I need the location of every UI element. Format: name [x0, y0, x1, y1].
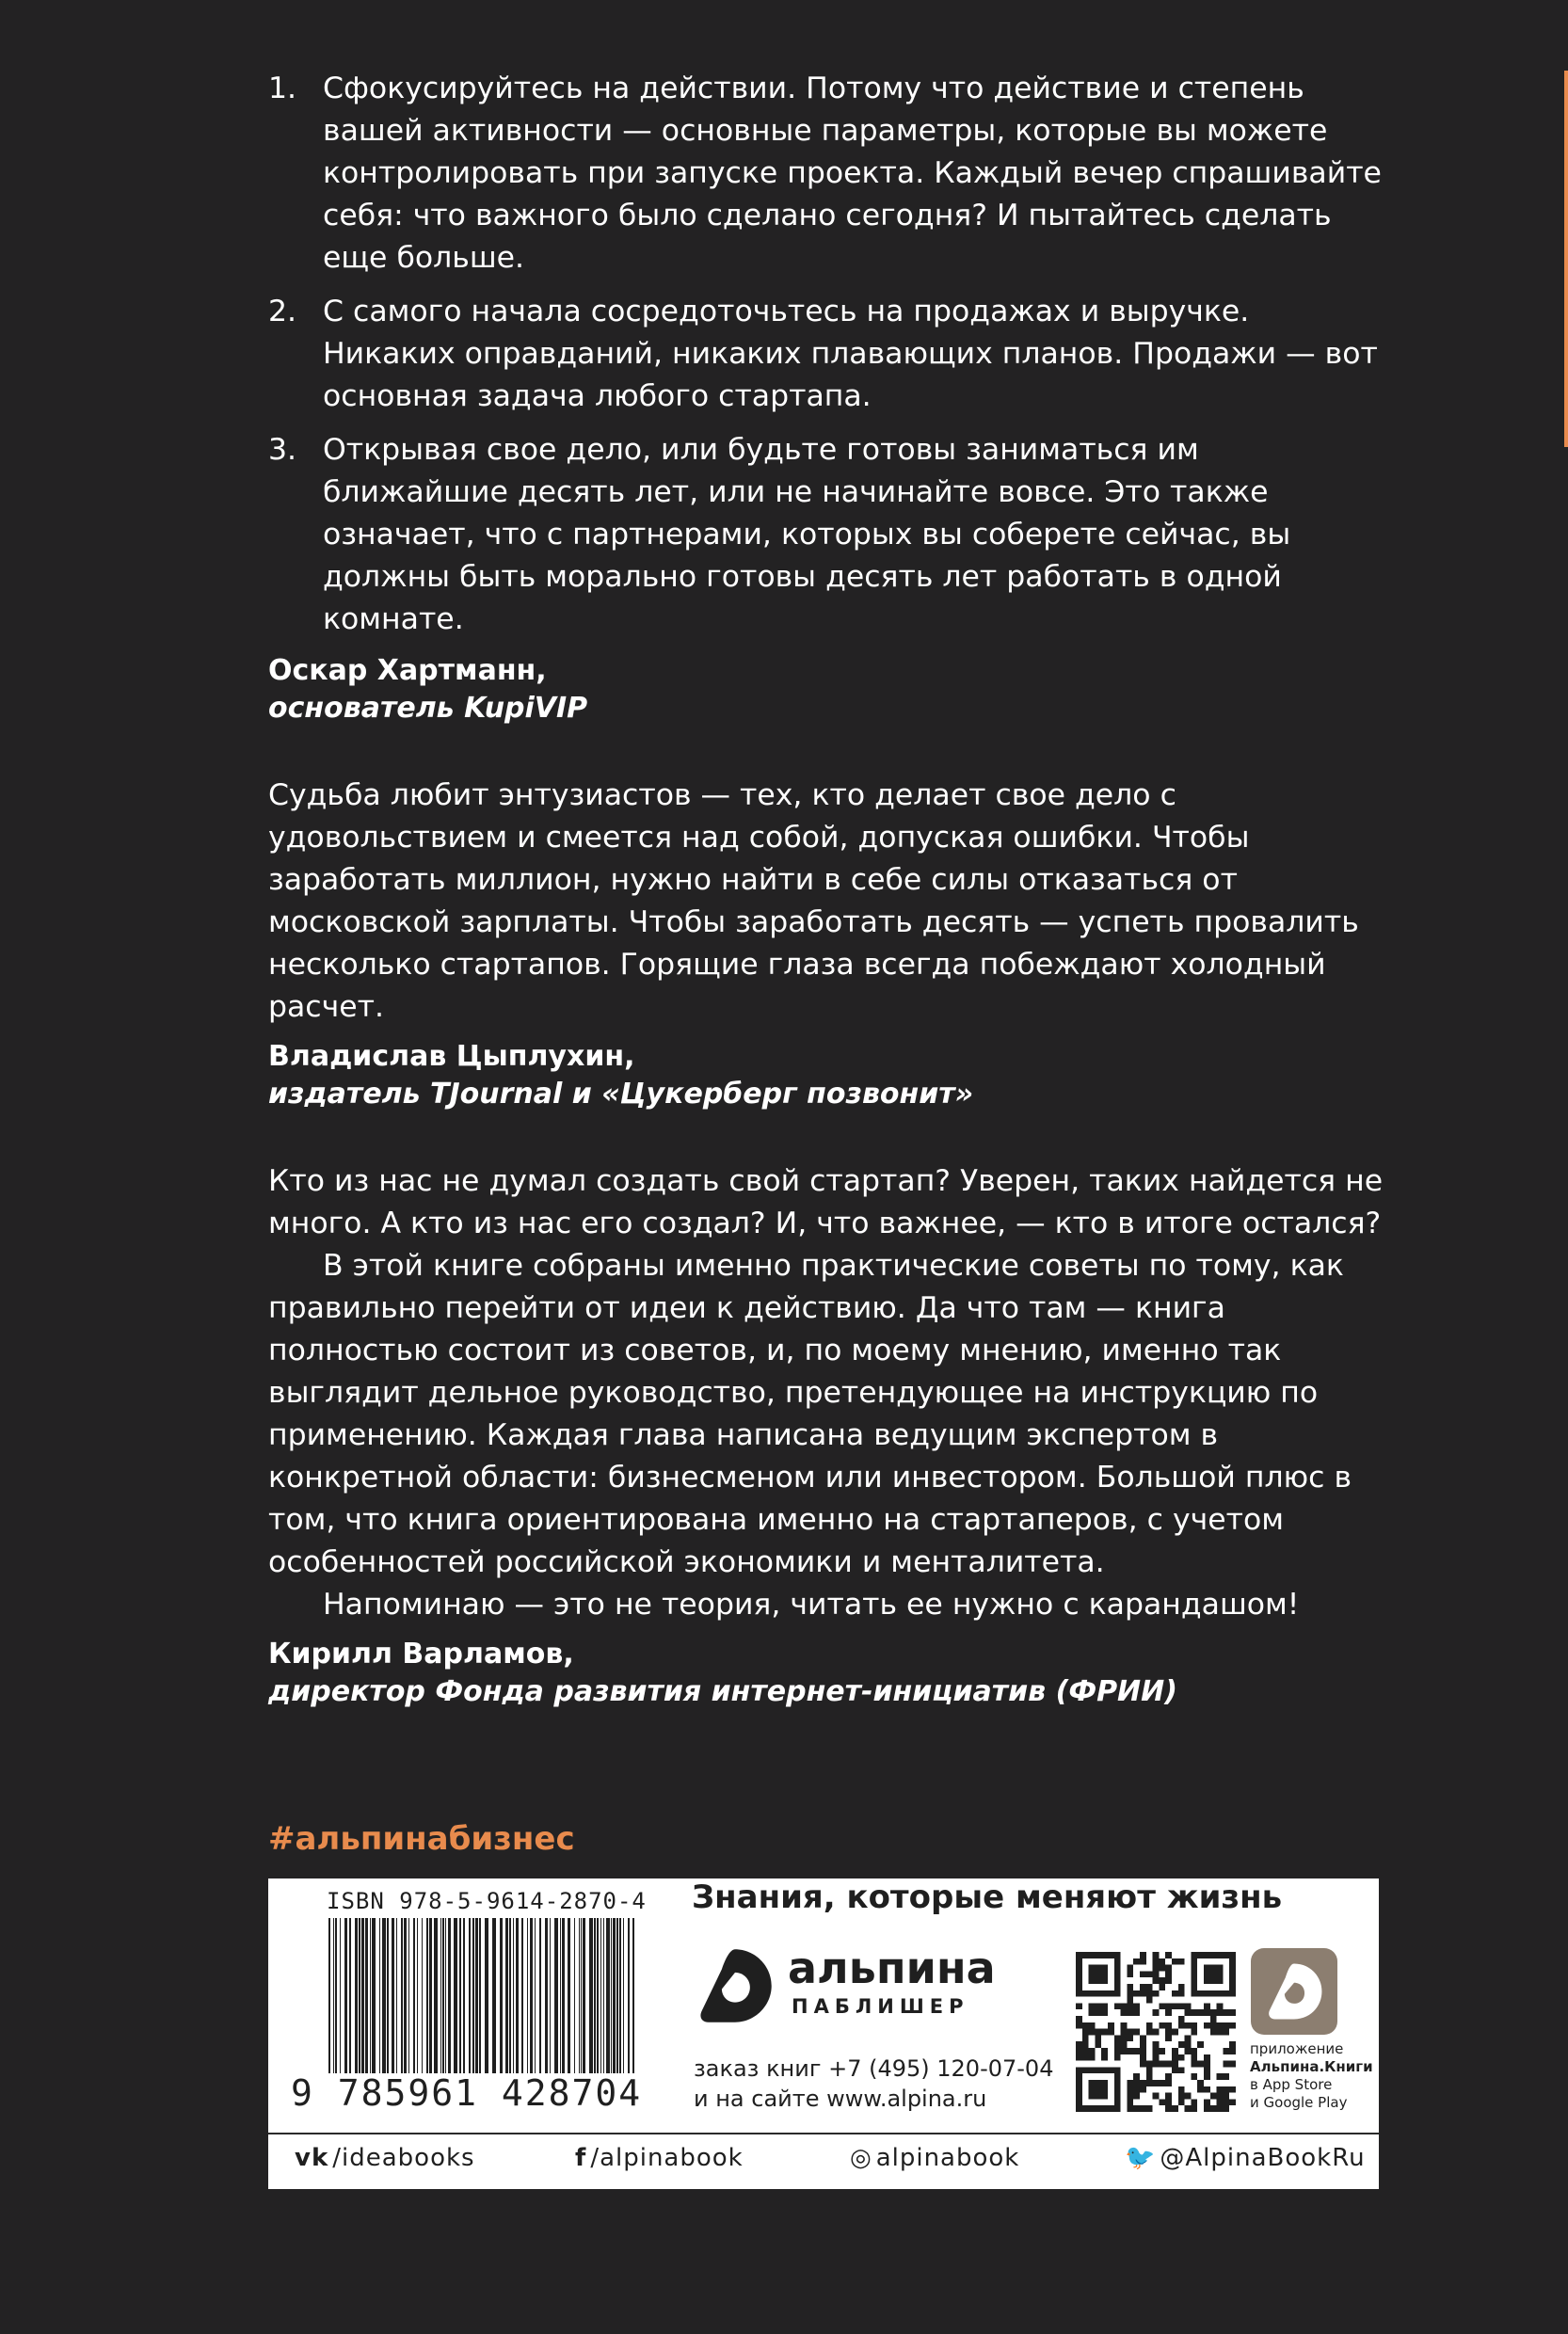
social-vk — [295, 2144, 475, 2172]
quote-block — [268, 1160, 1384, 1711]
social-label: alpinabook — [875, 2144, 1020, 2172]
tagline: Знания, которые меняют жизнь — [692, 1878, 1283, 1916]
quote-block — [268, 775, 1384, 1113]
hashtag: #альпинабизнес — [268, 1820, 575, 1858]
quote-author-role: директор Фонда развития интернет-инициатив (ФРИИ) — [268, 1675, 1177, 1708]
isbn-label: ISBN 978-5-9614-2870-4 — [327, 1888, 647, 1914]
social-facebook — [575, 2144, 744, 2172]
list-item — [268, 291, 1384, 418]
instagram-icon: ◎ — [850, 2144, 872, 2172]
quote-paragraph: Кто из нас не думал создать свой стартап? Уверен, таких найдется не много. А кто из нас его создал? И, что важнее, — кто в итоге остался? — [268, 1164, 1384, 1240]
list-item — [268, 429, 1384, 641]
list-item — [268, 68, 1384, 280]
order-info — [694, 2054, 1053, 2114]
quote-author: Оскар Хартманн, — [268, 654, 547, 687]
list-text: Сфокусируйтесь на действии. Потому что действие и степень вашей активности — основные параметры, которые вы можете контролировать при запуске проекта. Каждый вечер спрашивайте себя: что важного было сделано сегодня? И пытайтесь сделать еще больше. — [323, 72, 1382, 275]
vk-icon: vk — [295, 2144, 329, 2172]
social-twitter — [1125, 2144, 1366, 2172]
app-promo-line: и Google Play — [1250, 2094, 1348, 2111]
list-number: 3. — [268, 433, 297, 467]
quote-author-role: основатель KupiVIP — [268, 692, 588, 725]
qr-code-icon — [1076, 1952, 1236, 2112]
quote-paragraph: В этой книге собраны именно практические советы по тому, как правильно перейти от идеи к действию. Да что там — книга полностью состоит из советов, и, по моему мнению, именно так выглядит дельное руководство, претендующее на инструкцию по применению. Каждая глава написана ведущим экспертом в конкретной области: бизнесменом или инвестором. Большой плюс в том, что книга ориентирована именно на стартаперов, с учетом особенностей российской экономики и менталитета. — [268, 1249, 1352, 1579]
barcode-number: 9 785961 428704 — [291, 2072, 643, 2114]
alpina-logo-icon — [694, 1944, 776, 2027]
social-instagram — [850, 2144, 1019, 2172]
publisher-footer — [268, 1878, 1379, 2189]
facebook-icon: f — [575, 2144, 587, 2172]
order-phone: заказ книг +7 (495) 120-07-04 — [694, 2055, 1054, 2082]
list-number: 2. — [268, 295, 297, 328]
quote-author-role: издатель TJournal и «Цукерберг позвонит» — [268, 1078, 974, 1111]
list-number: 1. — [268, 72, 297, 105]
social-label: @AlpinaBookRu — [1160, 2144, 1366, 2172]
app-promo-text — [1250, 2040, 1372, 2112]
quote-text: Судьба любит энтузиастов — тех, кто делает свое дело с удовольствием и смеется над собой, допуская ошибки. Чтобы заработать миллион, нужно найти в себе силы отказаться от московской зарплаты. Чтобы заработать десять — успеть провалить несколько стартапов. Горящие глаза всегда побеждают холодный расчет. — [268, 778, 1359, 1024]
twitter-icon: 🐦 — [1125, 2144, 1157, 2172]
footer-divider — [268, 2133, 1379, 2134]
publisher-subtitle: ПАБЛИШЕР — [792, 1995, 969, 2018]
quote-author: Кирилл Варламов, — [268, 1638, 574, 1671]
accent-edge-line — [1564, 71, 1568, 447]
social-label: /ideabooks — [332, 2144, 475, 2172]
barcode-icon — [328, 1918, 639, 2073]
alpina-books-app-icon — [1251, 1948, 1337, 2035]
social-links — [268, 2144, 1379, 2182]
app-promo-name: Альпина.Книги — [1250, 2058, 1373, 2075]
quote-author: Владислав Цыплухин, — [268, 1040, 635, 1073]
tips-list — [268, 68, 1384, 641]
app-promo-line: в App Store — [1250, 2076, 1333, 2093]
publisher-name: альпина — [788, 1942, 996, 1993]
order-site: и на сайте www.alpina.ru — [694, 2086, 987, 2112]
list-text: Открывая свое дело, или будьте готовы заниматься им ближайшие десять лет, или не начинайте вовсе. Это также означает, что с партнерами, которых вы соберете сейчас, вы должны быть морально готовы десять лет работать в одной комнате. — [323, 433, 1291, 636]
app-promo-line: приложение — [1250, 2040, 1344, 2057]
list-text: С самого начала сосредоточьтесь на продажах и выручке. Никаких оправданий, никаких плавающих планов. Продажи — вот основная задача любого стартапа. — [323, 295, 1378, 413]
social-label: /alpinabook — [590, 2144, 744, 2172]
back-cover-text — [268, 68, 1384, 1711]
quote-paragraph: Напоминаю — это не теория, читать ее нужно с карандашом! — [323, 1588, 1300, 1622]
